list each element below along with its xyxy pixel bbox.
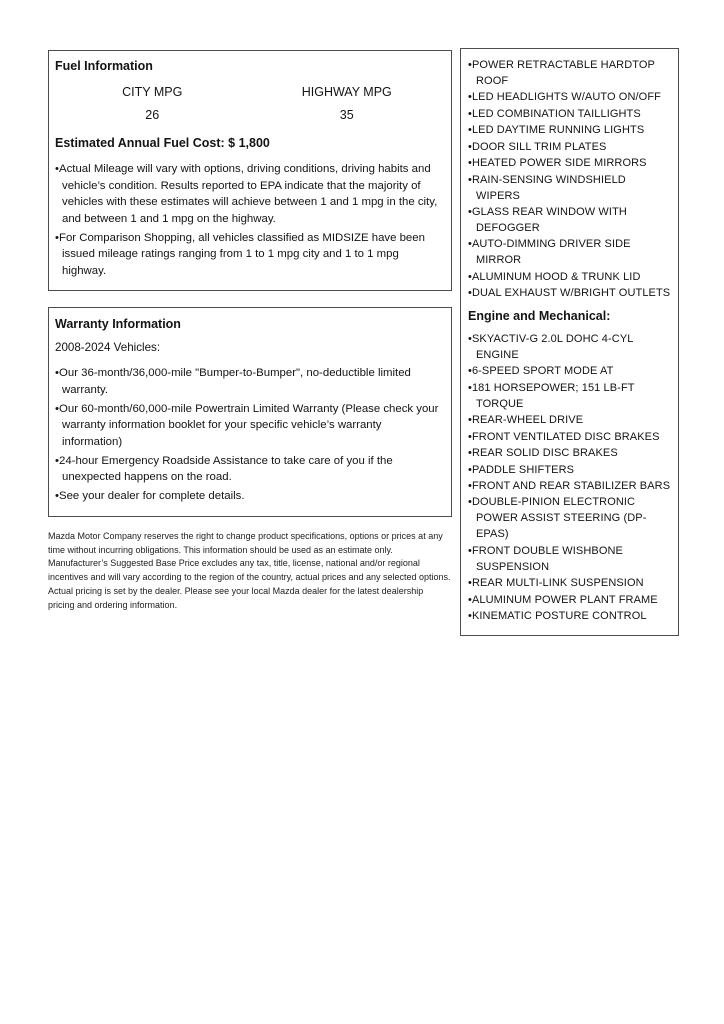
warranty-vehicles-range: 2008-2024 Vehicles: — [55, 341, 161, 355]
feature-item: • LED DAYTIME RUNNING LIGHTS — [468, 123, 671, 139]
engine-feature-item: • REAR-WHEEL DRIVE — [468, 413, 671, 429]
engine-feature-item: • FRONT AND REAR STABILIZER BARS — [468, 479, 671, 495]
warranty-item: • Our 36-month/36,000-mile "Bumper-to-Bumper", no-deductible limited warranty. — [55, 365, 444, 398]
standard-features-list — [468, 58, 671, 302]
fuel-note-item: • For Comparison Shopping, all vehicles classified as MIDSIZE have been issued mileage ratings ranging from 1 to 1 mpg city and 1 to 1 mpg highway. — [55, 230, 444, 280]
engine-feature-item: • REAR SOLID DISC BRAKES — [468, 446, 671, 462]
fuel-information-section — [48, 50, 452, 291]
engine-feature-item: • ALUMINUM POWER PLANT FRAME — [468, 593, 671, 609]
engine-feature-item: • 6-SPEED SPORT MODE AT — [468, 364, 671, 380]
fuel-notes-list — [55, 161, 444, 279]
warranty-item: • Our 60-month/60,000-mile Powertrain Limited Warranty (Please check your warranty information booklet for your specific vehicle’s warranty information) — [55, 401, 444, 451]
engine-feature-item: • SKYACTIV-G 2.0L DOHC 4-CYL ENGINE — [468, 332, 671, 364]
estimated-annual-fuel-cost: Estimated Annual Fuel Cost: $ 1,800 — [55, 136, 270, 150]
engine-feature-item: • 181 HORSEPOWER; 151 LB-FT TORQUE — [468, 381, 671, 413]
features-section — [460, 48, 679, 636]
warranty-information-section — [48, 307, 452, 516]
engine-feature-item: • KINEMATIC POSTURE CONTROL — [468, 609, 671, 625]
engine-feature-item: • FRONT DOUBLE WISHBONE SUSPENSION — [468, 544, 671, 576]
fuel-note-item: • Actual Mileage will vary with options, driving conditions, driving habits and vehicle’s condition. Results reported to EPA indicate that the majority of vehicles with these estimates will achieve between 1 and 1 mpg in the city, and between 1 and 1 mpg on the highway. — [55, 161, 444, 228]
feature-item: • AUTO-DIMMING DRIVER SIDE MIRROR — [468, 237, 671, 269]
feature-item: • LED HEADLIGHTS W/AUTO ON/OFF — [468, 90, 671, 106]
feature-item: • HEATED POWER SIDE MIRRORS — [468, 156, 671, 172]
warranty-item: • See your dealer for complete details. — [55, 488, 444, 505]
feature-item: • DOOR SILL TRIM PLATES — [468, 140, 671, 156]
engine-feature-item: • REAR MULTI-LINK SUSPENSION — [468, 576, 671, 592]
city-mpg-value: 26 — [145, 108, 160, 122]
engine-mechanical-list — [468, 332, 671, 625]
fuel-information-title: Fuel Information — [55, 59, 153, 73]
mpg-table — [55, 85, 444, 122]
feature-item: • ALUMINUM HOOD & TRUNK LID — [468, 270, 671, 286]
engine-mechanical-heading: Engine and Mechanical: — [468, 309, 611, 324]
warranty-item: • 24-hour Emergency Roadside Assistance to take care of you if the unexpected happens on the road. — [55, 453, 444, 486]
city-mpg-label: CITY MPG — [122, 85, 183, 99]
feature-item: • POWER RETRACTABLE HARDTOP ROOF — [468, 58, 671, 90]
engine-feature-item: • DOUBLE-PINION ELECTRONIC POWER ASSIST STEERING (DP-EPAS) — [468, 495, 671, 543]
engine-feature-item: • FRONT VENTILATED DISC BRAKES — [468, 430, 671, 446]
legal-disclaimer: Mazda Motor Company reserves the right to change product specifications, options or prices at any time without incurring obligations. This information should be used as an estimate only. Manufacturer’s Suggested Base Price excludes any tax, title, license, national and/or regional incentives and will vary according to the region of the country, actual prices and any selected options. Actual pricing is set by the dealer. Please see your local Mazda dealer for the latest dealership pricing and ordering information. — [48, 530, 451, 611]
engine-feature-item: • PADDLE SHIFTERS — [468, 463, 671, 479]
warranty-information-title: Warranty Information — [55, 317, 181, 332]
left-column — [48, 50, 452, 613]
city-mpg-column — [55, 85, 250, 122]
highway-mpg-value: 35 — [339, 108, 354, 122]
feature-item: • LED COMBINATION TAILLIGHTS — [468, 107, 671, 123]
highway-mpg-label: HIGHWAY MPG — [301, 85, 392, 99]
feature-item: • GLASS REAR WINDOW WITH DEFOGGER — [468, 205, 671, 237]
warranty-items-list — [55, 365, 444, 504]
feature-item: • RAIN-SENSING WINDSHIELD WIPERS — [468, 173, 671, 205]
feature-item: • DUAL EXHAUST W/BRIGHT OUTLETS — [468, 286, 671, 302]
highway-mpg-column — [250, 85, 445, 122]
